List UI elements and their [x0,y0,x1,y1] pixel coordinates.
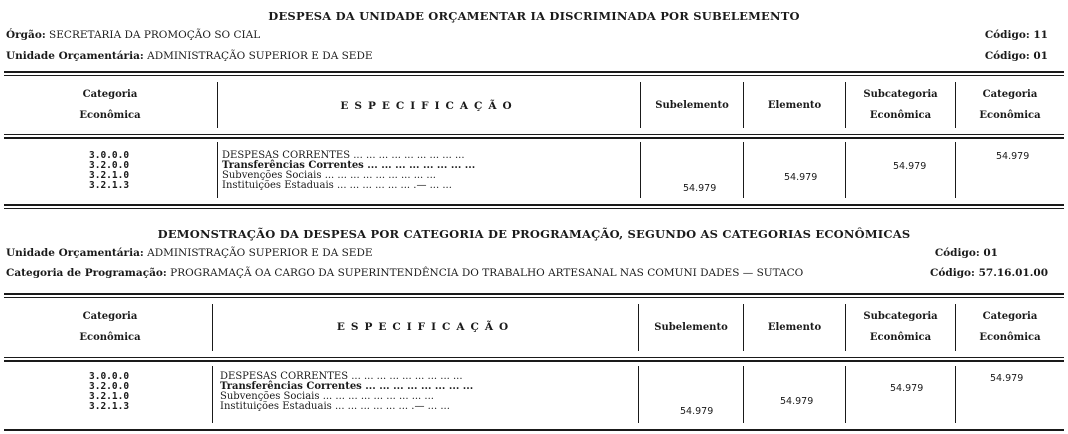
table2-divider [955,366,956,423]
unidade-code: Código: 01 [984,50,1048,62]
table1-header-rule [4,134,1064,135]
table1-header-especificacao: ESPECIFICAÇÃO [340,100,518,112]
code-item: 3.2.0.0 [89,160,130,171]
table1-elemento-value: 54.979 [784,172,818,183]
table1-divider [217,142,218,198]
table1-subelemento-value: 54.979 [683,183,717,194]
unidade2-value: ADMINISTRAÇÃO SUPERIOR E DA SEDE [147,247,373,259]
orgao-line [6,29,260,41]
table1-spec [222,151,475,191]
section1-title: DESPESA DA UNIDADE ORÇAMENTAR IA DISCRIMINADA POR SUBELEMENTO [268,9,800,23]
table2-header-especificacao: ESPECIFICAÇÃO [336,321,515,333]
unidade-label: Unidade Orçamentária: [6,50,144,62]
table2-top-rule-2 [4,297,1064,298]
header-categoria: Categoria [82,311,138,322]
table2-divider [845,366,846,423]
spec-line: DESPESAS CORRENTES ... ... ... ... ... ... ... ... ... [220,371,463,382]
header-categoria: Categoria [982,311,1038,322]
table2-header-subelemento: Subelemento [654,322,728,333]
header-economica: Econômica [979,109,1041,121]
unidade2-code: Código: 01 [934,247,998,259]
orgao-code: Código: 11 [984,29,1048,41]
table1-subcategoria-value: 54.979 [893,161,927,172]
orgao-label: Órgão: [6,29,46,41]
categoria-programacao-value: PROGRAMAÇÃ OA CARGO DA SUPERINTENDÊNCIA DO TRABALHO ARTESANAL NAS COMUNI DADES — SUTACO [170,267,804,279]
table2-categoria-value: 54.979 [990,373,1024,384]
table2-elemento-value: 54.979 [780,396,814,407]
header-subcategoria: Subcategoria [863,311,938,322]
code-item: 3.0.0.0 [89,371,130,382]
unidade-value: ADMINISTRAÇÃO SUPERIOR E DA SEDE [147,50,373,62]
header-economica: Econômica [79,109,141,121]
spec-line: Instituições Estaduais ... ... ... ... ... ... .— ... ... [222,180,452,191]
header-subcategoria: Subcategoria [863,89,938,100]
header-categoria: Categoria [982,89,1038,100]
spec-line: DESPESAS CORRENTES ... ... ... ... ... ... ... ... ... [222,150,465,161]
code-item: 3.2.1.3 [89,401,130,412]
table2-header-subcategoria [846,311,955,344]
table1-divider [640,142,641,198]
table1-header-subelemento: Subelemento [655,100,729,111]
table2-divider [638,366,639,423]
table1-header-subcategoria [846,89,955,122]
table2-header-rule [4,357,1064,358]
spec-line: Transferências Correntes ... ... ... ... ... ... ... ... [220,381,474,392]
table2-subcategoria-value: 54.979 [890,383,924,394]
table2-spec [220,372,473,412]
table1-top-rule-2 [4,75,1064,76]
table1-categoria-value: 54.979 [996,151,1030,162]
table2-top-rule [4,293,1064,295]
table2-divider [743,366,744,423]
table1-header-elemento: Elemento [767,100,822,111]
categoria-programacao-code: Código: 57.16.01.00 [930,267,1048,279]
header-economica: Econômica [869,331,932,343]
table1-divider [845,142,846,198]
categoria-programacao-line [6,267,803,279]
table1-divider [955,142,956,198]
table2-header-rule-2 [4,360,1064,362]
table2-header-categoria-economica [50,311,170,344]
table1-header-categoria-economica [50,89,170,122]
header-categoria: Categoria [82,89,138,100]
code-item: 3.2.1.0 [89,391,130,402]
categoria-programacao-label: Categoria de Programação: [6,267,167,279]
code-item: 3.2.1.3 [89,180,130,191]
header-economica: Econômica [79,331,141,343]
code-item: 3.2.0.0 [89,381,130,392]
unidade2-line [6,247,373,259]
table1-divider [743,142,744,198]
orgao-value: SECRETARIA DA PROMOÇÃO SO CIAL [49,29,261,41]
table1-bottom-rule [4,204,1064,206]
table1-codes [89,151,129,191]
table1-header-rule-2 [4,137,1064,139]
table2-bottom-rule [4,429,1064,431]
table2-subelemento-value: 54.979 [680,406,714,417]
table2-divider [212,366,213,423]
table2-header-categoria [956,311,1064,344]
header-economica: Econômica [979,331,1041,343]
code-item: 3.0.0.0 [89,150,130,161]
table2-codes [89,372,129,412]
unidade-line [6,50,373,62]
spec-line: Instituições Estaduais ... ... ... ... ... ... .— ... ... [220,401,450,412]
code-item: 3.2.1.0 [89,170,130,181]
table1-header-categoria [956,89,1064,122]
spec-line: Transferências Correntes ... ... ... ... ... ... ... ... [222,160,476,171]
spec-line: Subvenções Sociais ... ... ... ... ... ... ... ... ... [222,170,436,181]
spec-line: Subvenções Sociais ... ... ... ... ... ... ... ... ... [220,391,434,402]
header-economica: Econômica [869,109,932,121]
table1-top-rule [4,71,1064,73]
unidade2-label: Unidade Orçamentária: [6,247,144,259]
table1-bottom-rule-2 [4,208,1064,209]
section2-title: DEMONSTRAÇÃO DA DESPESA POR CATEGORIA DE PROGRAMAÇÃO, SEGUNDO AS CATEGORIAS ECONÔMICAS [157,227,911,241]
table2-header-elemento: Elemento [767,322,822,333]
